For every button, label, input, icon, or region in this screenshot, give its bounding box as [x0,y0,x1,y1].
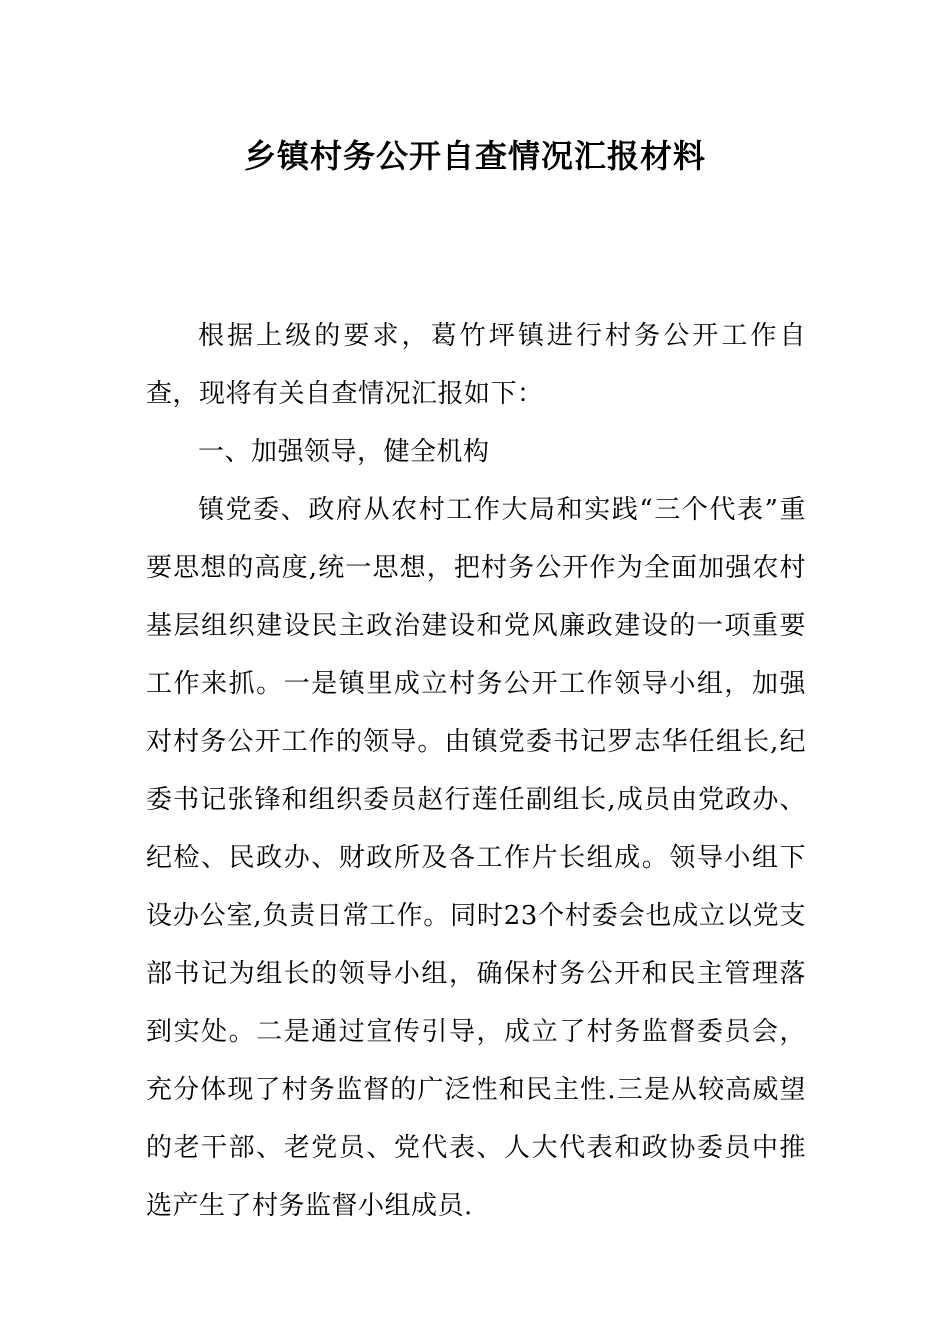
document-title: 乡镇村务公开自查情况汇报材料 [243,137,706,175]
paragraph-section-1: 镇党委、政府从农村工作大局和实践“三个代表”重要思想的高度,统一思想，把村务公开作为全面加强农村基层组织建设民主政治建设和党风廉政建设的一项重要工作来抓。一是镇里成立村务公开工作领导小组，加强对村务公开工作的领导。由镇党委书记罗志华任组长,纪委书记张锋和组织委员赵行莲任副组长,成员由党政办、纪检、民政办、财政所及各工作片长组成。领导小组下设办公室,负责日常工作。同时23个村委会也成立以党支部书记为组长的领导小组，确保村务公开和民主管理落到实处。二是通过宣传引导，成立了村务监督委员会，充分体现了村务监督的广泛性和民主性.三是从较高威望的老干部、老党员、党代表、人大代表和政协委员中推选产生了村务监督小组成员. [146,495,806,1221]
section-heading-1: 一、加强领导，健全机构 [198,437,490,467]
paragraph-intro: 根据上级的要求，葛竹坪镇进行村务公开工作自查，现将有关自查情况汇报如下： [146,321,806,409]
document-body [146,307,806,1235]
